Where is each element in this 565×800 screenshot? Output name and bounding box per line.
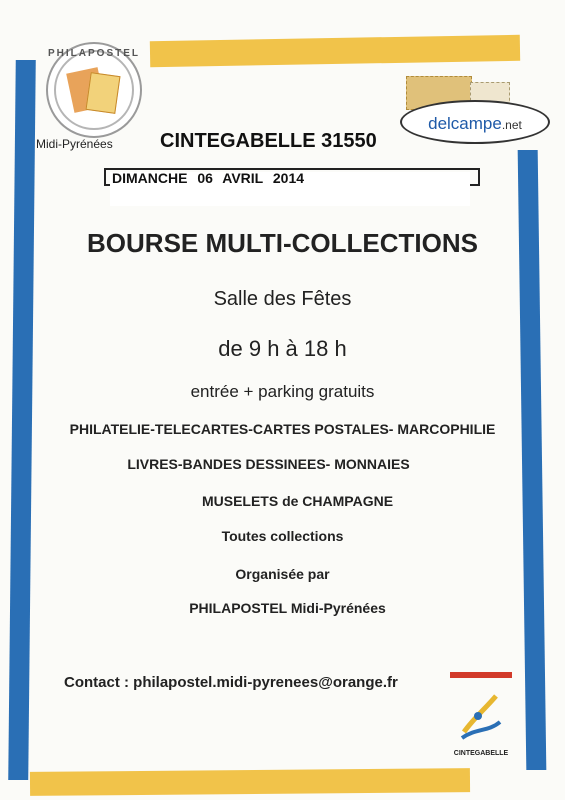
contact-line: Contact : philapostel.midi-pyrenees@orange.fr: [64, 674, 398, 691]
logo-card-shape: [86, 72, 121, 114]
city-heading: CINTEGABELLE 31550: [160, 130, 377, 152]
yellow-border-bottom: [30, 768, 470, 796]
delcampe-tld: .net: [501, 118, 522, 132]
yellow-border-top: [150, 35, 520, 67]
event-entry: entrée + parking gratuits: [190, 382, 375, 401]
event-title: BOURSE MULTI-COLLECTIONS: [87, 228, 478, 258]
theme-line: LIVRES-BANDES DESSINEES- MONNAIES: [127, 456, 410, 472]
delcampe-name: delcampe: [428, 114, 502, 133]
logo-flag: [450, 672, 512, 678]
delcampe-logo-icon: [400, 100, 550, 144]
theme-line: PHILATELIE-TELECARTES-CARTES POSTALES- MARCOPHILIE: [69, 421, 496, 437]
blue-border-left: [8, 60, 36, 780]
organizer-label: Organisée par: [235, 566, 330, 582]
region-label: Midi-Pyrénées: [36, 137, 113, 151]
town-logo-label: CINTEGABELLE: [453, 750, 509, 757]
cintegabelle-logo-icon: [450, 672, 512, 768]
event-venue: Salle des Fêtes: [213, 288, 352, 310]
philapostel-logo-icon: [46, 42, 142, 138]
organizer-name: PHILAPOSTEL Midi-Pyrénées: [189, 600, 386, 616]
delcampe-text: [402, 114, 548, 134]
logo-text: PHILAPOSTEL: [48, 48, 141, 59]
theme-line: MUSELETS de CHAMPAGNE: [201, 493, 394, 509]
swoosh-icon: [458, 688, 502, 742]
event-hours: de 9 h à 18 h: [218, 336, 347, 361]
theme-line: Toutes collections: [221, 528, 344, 544]
event-date: DIMANCHE 06 AVRIL 2014: [112, 170, 305, 186]
